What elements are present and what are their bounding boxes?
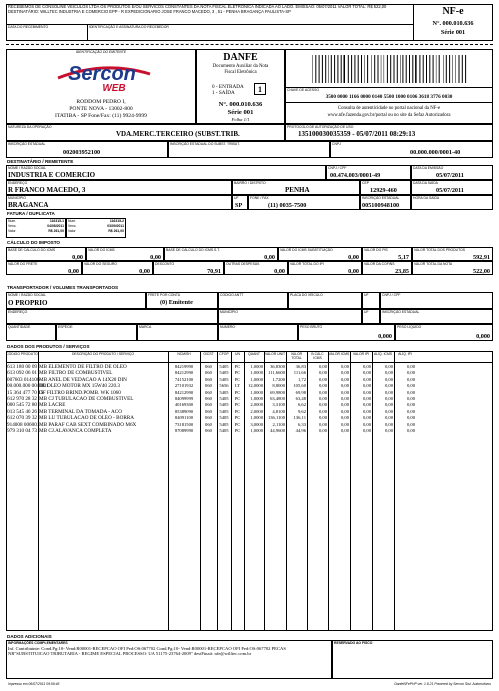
cnpj-value: 00.000.000/0001-40 <box>410 149 461 156</box>
dest-cep-label: CEP <box>362 181 369 185</box>
row1-value-0: 0,00 <box>72 253 83 261</box>
table-cell: 060 <box>205 415 212 421</box>
dest-fone: (11) 0035-7500 <box>268 202 307 209</box>
adicionais-section: DADOS ADICIONAIS <box>7 634 52 639</box>
col-header-3: O/CST <box>203 352 214 356</box>
table-cell: MB TERMINAL DA TOMADA - ACO <box>39 408 122 415</box>
table-cell: 0,00 <box>362 383 371 389</box>
transp-pbruto-label: PESO BRUTO <box>300 325 323 329</box>
table-cell: 1,0000 <box>250 396 263 401</box>
table-cell: 0,00 <box>340 364 349 369</box>
table-cell: 44,96 <box>295 428 306 433</box>
transp-antt-label: CÓDIGO ANTT <box>220 293 244 297</box>
table-cell: 3,3100 <box>272 402 285 408</box>
table-cell: 0,00 <box>406 396 415 401</box>
table-cell: 2,0000 <box>250 402 263 408</box>
destinatario-section: DESTINATÁRIO / REMETENTE <box>7 159 74 164</box>
table-cell: 0,00 <box>318 408 327 414</box>
table-cell: 5405 <box>219 415 229 421</box>
table-cell: 1,0000 <box>250 364 263 369</box>
table-cell: 3,0000 <box>250 421 263 427</box>
row1-value-4: 5,17 <box>398 253 409 261</box>
table-cell: MB ELEMENTO DE FILTRO DE OLEO <box>39 364 127 370</box>
row1-label-5: VALOR TOTAL DOS PRODUTOS <box>414 248 465 252</box>
transp-frete-label: FRETE POR CONTA <box>148 293 180 297</box>
table-cell: 0,00 <box>362 396 371 401</box>
table-cell: 15 364 477 70 15 <box>7 389 44 396</box>
table-cell: 0,00 <box>384 402 393 408</box>
table-cell: 0,00 <box>406 389 415 395</box>
barcode <box>310 55 470 83</box>
dest-municipio-label: MUNICÍPIO <box>8 196 26 200</box>
table-cell: 0,00 <box>318 376 327 382</box>
table-cell: 060 <box>205 383 212 389</box>
dest-uf: SP <box>235 202 243 209</box>
table-cell: 40169300 <box>174 402 194 408</box>
table-cell: 6,33 <box>297 421 306 427</box>
table-cell: 5405 <box>219 402 229 408</box>
table-cell: 1,0000 <box>250 415 263 421</box>
table-cell: 0,00 <box>406 415 415 421</box>
table-cell: 0,00 <box>340 402 349 408</box>
dest-cep: 12929-460 <box>370 187 397 194</box>
dup2-valor-label: Valor <box>68 229 76 233</box>
danfe-title: DANFE <box>223 52 258 63</box>
table-cell: 0,00 <box>362 415 371 421</box>
col-header-5: UN <box>235 352 240 356</box>
table-cell: PC <box>234 402 241 408</box>
table-cell: PC <box>234 370 241 376</box>
cnpj-label: CNPJ <box>332 142 341 146</box>
table-cell: 111,66 <box>293 370 306 376</box>
table-cell: 5405 <box>219 396 229 401</box>
table-cell: 0,00 <box>318 383 327 389</box>
table-cell: 060 <box>205 402 212 408</box>
table-cell: 0,00 <box>340 396 349 401</box>
transp-nome: O PROPRIO <box>8 299 48 307</box>
table-cell: 111,6600 <box>268 370 285 376</box>
table-cell: 0,00 <box>384 421 393 427</box>
table-cell: 0,00 <box>406 421 415 427</box>
table-cell: 4,8100 <box>272 408 285 414</box>
table-cell: 060 <box>205 376 212 382</box>
row1-label-3: VALOR DO ICMS SUBSTITUIÇÃO <box>280 248 333 252</box>
transp-numero-label: NÚMERO <box>220 325 236 329</box>
dest-endereco: R FRANCO MACEDO, 3 <box>8 186 86 194</box>
transp-nome-label: NOME / RAZÃO SOCIAL <box>8 293 47 297</box>
table-cell: 1,0000 <box>250 428 263 433</box>
table-cell: 0,00 <box>318 370 327 376</box>
dup2-num-label: Num. <box>68 219 77 223</box>
row1-value-3: 0,00 <box>348 253 359 261</box>
dup2-venc: 03/09/2011 <box>107 224 124 228</box>
table-cell: 060 <box>205 408 212 414</box>
table-cell: 9,62 <box>297 408 306 414</box>
table-cell: 1,0000 <box>250 389 263 395</box>
table-cell: 1,0000 <box>250 376 263 382</box>
table-cell: 00.000.000 00/0001 <box>7 383 49 390</box>
table-cell: 87089990 <box>174 428 194 433</box>
emitente-endereco: PONTE NOVA - 13002-800 <box>69 106 133 112</box>
table-cell: 0,00 <box>384 370 393 376</box>
table-cell: 613 092 06 01 <box>7 370 37 377</box>
chave-label: CHAVE DE ACESSO <box>287 88 319 92</box>
danfe-tipo: 1 <box>254 83 266 95</box>
table-cell: 613 180 00 09 <box>7 364 37 370</box>
canhoto-text: RECEBEMOS DE CONSOLINE VEICULOS LTDA OS PRODUTOS E/OU SERVICOS CONSTANTES DA NOTA FISCAL ELETRÔNICA INDICADA AO LADO. EMISSÃO: 05/07/2011 VALOR TOTAL: R$ 522,00 DESTINATÁRIO: WILLTEC INDUSTRIA E COMERCIO EPP - R EXPEDICIONARIO JOSE FRANCO MACEDO, 3 , 51 - PENHA BRAGANÇA PAULISTA-SP <box>8 4 387 14</box>
table-cell: 5405 <box>219 364 229 369</box>
table-cell: 1,72 <box>297 376 306 382</box>
table-cell: OF FILTRO BRIND.POMB. WK 1060 <box>39 389 121 396</box>
table-cell: 060 <box>205 396 212 401</box>
table-cell: 1,7200 <box>272 376 285 382</box>
row2-label-6: VALOR TOTAL DA NOTA <box>414 262 453 266</box>
table-cell: 0,00 <box>406 408 415 414</box>
table-cell: 0,00 <box>384 408 393 414</box>
table-cell: 12,0000 <box>248 383 263 389</box>
table-cell: 0,00 <box>384 415 393 421</box>
dup1-valor-label: Valor <box>8 229 16 233</box>
transp-uf2-label: UF <box>364 310 369 314</box>
table-cell: 612 970 28 32 <box>7 396 37 402</box>
table-cell: PC <box>234 428 241 433</box>
dup2-valor: R$ 261,00 <box>108 229 124 233</box>
table-cell: 5405 <box>219 376 229 382</box>
table-cell: 0,00 <box>362 408 371 414</box>
row1-label-1: VALOR DO ICMS <box>88 248 115 252</box>
table-cell: 060 <box>205 421 212 427</box>
row1-label-2: BASE DE CÁLCULO DO ICMS S.T. <box>166 248 220 252</box>
table-cell: 0,00 <box>406 428 415 433</box>
protocolo-label: PROTOCOLO DE AUTORIZAÇÃO DE USO <box>287 125 354 129</box>
table-cell: 000 545 72 80 <box>7 402 37 409</box>
table-cell: 84219990 <box>174 364 194 369</box>
table-cell: 0,00 <box>340 370 349 376</box>
table-cell: 0,00 <box>362 370 371 376</box>
dest-saida-label: DATA DA SAÍDA <box>413 181 438 185</box>
col-header-12: ALÍQ. ICMS <box>373 352 393 356</box>
col-header-9: B.CÁLC ICMS <box>311 352 324 360</box>
danfe-serie: Série 001 <box>227 109 254 116</box>
table-cell: 0,00 <box>362 428 371 433</box>
table-cell: 0,00 <box>362 421 371 427</box>
table-cell: 612 070 39 32 <box>7 415 37 422</box>
table-cell: 5405 <box>219 428 229 433</box>
iest-label: INSCRIÇÃO ESTADUAL DO SUBST. TRIBUT. <box>170 142 240 146</box>
dest-hora-label: HORA DA SAÍDA <box>413 196 440 200</box>
svg-text:Sercon: Sercon <box>68 63 136 85</box>
row1-value-1: 0,00 <box>150 253 161 261</box>
table-cell: 0,00 <box>384 364 393 369</box>
table-cell: 0,00 <box>318 415 327 421</box>
transp-pliq-label: PESO LÍQUIDO <box>397 325 422 329</box>
dest-cnpj-label: CNPJ / CPF <box>328 166 347 170</box>
canhoto-nfe: NF-e <box>442 6 464 17</box>
transp-cnpj-label: CNPJ / CPF <box>382 293 401 297</box>
chave-value: 3500 0000 1166 0000 0140 5500 1000 0106 3618 3776 0030 <box>325 94 453 100</box>
table-cell: 0,00 <box>340 383 349 389</box>
table-cell: 84091100 <box>174 415 194 421</box>
dup1-venc: 04/08/2011 <box>47 224 64 228</box>
dest-ie: 005100948100 <box>362 202 400 209</box>
table-cell: 2,1100 <box>272 421 285 427</box>
table-cell: 6,62 <box>297 402 306 408</box>
dup2-num: 116315-2 <box>109 219 124 223</box>
table-cell: 060 <box>205 370 212 376</box>
table-cell: 5405 <box>219 389 229 395</box>
row1-label-4: VALOR DO PIS <box>364 248 388 252</box>
table-cell: 0,00 <box>340 408 349 414</box>
table-cell: MB PARAF CAB SEXT COMBINADO M6X <box>39 421 137 428</box>
dest-emissao-label: DATA DA EMISSÃO <box>413 166 444 170</box>
row2-label-4: VALOR TOTAL DO IPI <box>290 262 324 266</box>
table-cell: 73181500 <box>174 421 194 427</box>
dest-bairro-label: BAIRRO / DISTRITO <box>234 181 266 185</box>
natureza-label: NATUREZA DA OPERAÇÃO <box>8 125 52 129</box>
dup1-venc-label: Venc. <box>8 224 17 228</box>
transp-especie-label: ESPÉCIE <box>58 325 73 329</box>
transp-uf-label: UF <box>364 293 369 297</box>
table-cell: 013 545 46 26 <box>7 408 37 415</box>
table-cell: 0,00 <box>362 364 371 369</box>
chave-consulta2: www.nfe.fazenda.gov.br/portal ou no site da Sefaz Autorizadora <box>327 113 451 118</box>
table-cell: PC <box>234 396 241 401</box>
table-cell: 0,00 <box>384 376 393 382</box>
table-cell: LT <box>234 383 241 389</box>
table-cell: MB LU TUBULACAO DE OLEO - BORRA <box>39 415 135 422</box>
table-cell: PC <box>234 364 241 369</box>
danfe-entrada: 0 - ENTRADA <box>212 84 244 90</box>
danfe-saida: 1 - SAÍDA <box>212 90 235 96</box>
table-cell: 0,00 <box>384 396 393 401</box>
info-text: Inf. Contribuinte: Cond.Pg:10- Vend:R00001-RECEPCAO OFI Ped:OS:067702 Cond.Pg:10- Vend:R00001-RECEPCAO OFI Ped:OS:067702 PECAS NR"SUBSTITUICAO TRIBUTARIA - REGIME ESPECIAL PROCESSO: UA 51175-23764-2009" destFinaii: nfe@willtec.com.br <box>8 646 286 657</box>
table-cell: 2,0000 <box>250 408 263 414</box>
protocolo-value: 135100030035359 - 05/07/2011 08:29:13 <box>298 130 416 138</box>
table-cell: 0,00 <box>362 389 371 395</box>
row2-label-2: DESCONTO <box>155 262 175 266</box>
table-cell: 105,60 <box>293 383 306 389</box>
row2-value-2: 70,91 <box>207 267 221 275</box>
table-cell: 0,00 <box>384 383 393 389</box>
table-cell: 0,00 <box>362 402 371 408</box>
table-cell: 979 310 04 73 <box>7 428 37 434</box>
dest-endereco-label: ENDEREÇO <box>8 181 28 185</box>
table-cell: 8,8000 <box>272 383 285 389</box>
table-cell: 0,00 <box>406 376 415 382</box>
table-cell: 0,00 <box>318 428 327 433</box>
dup2-venc-label: Venc. <box>68 224 77 228</box>
company-logo <box>52 58 156 94</box>
table-cell: 060 <box>205 389 212 395</box>
fisco-label: RESERVADO AO FISCO <box>334 641 373 645</box>
col-header-10: VALOR ICMS <box>328 352 350 356</box>
table-cell: 0,00 <box>340 421 349 427</box>
transp-qtd-label: QUANTIDADE <box>8 325 31 329</box>
table-cell: 5405 <box>219 370 229 376</box>
table-cell: 85389090 <box>174 408 194 414</box>
info-label: INFORMAÇÕES COMPLEMENTARES <box>8 641 68 645</box>
dest-saida: 05/07/2011 <box>436 187 464 194</box>
dup1-valor: R$ 261,00 <box>48 229 64 233</box>
table-cell: 007603 014106 <box>7 376 40 383</box>
table-cell: 0,00 <box>406 383 415 389</box>
table-cell: 0,00 <box>384 389 393 395</box>
table-cell: 27101932 <box>174 383 194 389</box>
transp-endereco-label: ENDEREÇO <box>8 310 28 314</box>
row2-label-0: VALOR DO FRETE <box>8 262 38 266</box>
table-cell: MB ANEL DE VEDACAO A 14X20 DIN <box>39 376 127 383</box>
table-cell: 0,00 <box>318 396 327 401</box>
dest-cnpj: 00.474.003/0001-49 <box>330 172 381 179</box>
row2-label-3: OUTRAS DESPESAS <box>226 262 260 266</box>
produtos-section: DADOS DOS PRODUTOS / SERVIÇOS <box>7 344 90 349</box>
danfe-sub1: Documento Auxiliar da Nota <box>212 64 269 69</box>
canhoto-numero: N°. 000.010.636 <box>432 20 474 27</box>
table-cell: 0,00 <box>340 389 349 395</box>
table-cell: 69,98 <box>295 389 306 395</box>
table-cell: 36,8300 <box>270 364 285 369</box>
table-cell: 136,11 <box>293 415 306 421</box>
emitente-cidade: ITATIBA - SP Fone/Fax: (11) 9924-9999 <box>55 113 147 119</box>
table-cell: 0,00 <box>406 364 415 369</box>
table-cell: 0,00 <box>340 415 349 421</box>
dest-municipio: BRAGANCA <box>8 201 49 209</box>
danfe-sub2: Fiscal Eletrônica <box>224 70 257 75</box>
table-cell: 0,00 <box>340 428 349 433</box>
table-cell: 63,4800 <box>270 396 285 401</box>
table-cell: 69,9800 <box>270 389 285 395</box>
table-cell: 74152100 <box>174 376 194 382</box>
table-cell: 0,00 <box>406 370 415 376</box>
table-cell: 84099999 <box>174 396 194 401</box>
dest-uf-label: UF <box>234 196 239 200</box>
table-cell: 0,00 <box>318 364 327 369</box>
table-cell: 0,00 <box>406 402 415 408</box>
transp-pbruto: 0,000 <box>378 333 392 340</box>
table-cell: 060 <box>205 364 212 369</box>
canhoto-serie: Série 001 <box>440 29 466 36</box>
table-cell: 0,00 <box>318 389 327 395</box>
table-cell: 36,83 <box>295 364 306 369</box>
table-cell: MB CJ.ALAVANCA COMPLETA <box>39 428 112 434</box>
col-header-6: QUANT <box>248 352 260 356</box>
data-recebimento-label: DATA DO RECEBIMENTO <box>8 25 49 29</box>
table-cell: 5405 <box>219 421 229 427</box>
table-cell: 060 <box>205 428 212 433</box>
table-cell: MB FILTRO DE COMBUSTIVEL <box>39 370 113 377</box>
table-cell: 914008 006001 <box>7 421 40 428</box>
row2-value-5: 23,85 <box>395 267 409 275</box>
footer-software: DanfeNFePHP ver. 1.8.21 Powered by Sercon Sist. Automotivos <box>394 682 491 686</box>
transp-placa-label: PLACA DO VEÍCULO <box>290 293 323 297</box>
table-cell: 1,0000 <box>250 370 263 376</box>
col-header-4: CFOP <box>219 352 229 356</box>
identificacao-recebedor-label: IDENTIFICAÇÃO E ASSINATURA DO RECEBEDOR <box>89 25 169 29</box>
dup1-num-label: Num. <box>8 219 17 223</box>
col-header-7: VALOR UNIT <box>264 352 286 356</box>
imposto-section: CÁLCULO DO IMPOSTO <box>7 240 60 245</box>
emitente-nome: RODDOM PEDRO I, <box>76 99 126 105</box>
table-cell: OL OLEO MOTOR MX 15W40 220.3 <box>39 383 120 390</box>
natureza-value: VDA.MERC.TERCEIRO (SUBST.TRIB. <box>116 130 240 138</box>
dest-fone-label: FONE / FAX <box>250 196 269 200</box>
table-cell: 0,00 <box>384 428 393 433</box>
footer-printed: Impresso em 06/07/2011 09:59:46 <box>8 682 60 686</box>
table-cell: 63,48 <box>295 396 306 401</box>
transp-municipio-label: MUNICÍPIO <box>220 310 238 314</box>
table-cell: 84212990 <box>174 370 194 376</box>
row2-label-1: VALOR DO SEGURO <box>84 262 117 266</box>
table-cell: PC <box>234 408 241 414</box>
transportador-section: TRANSPORTADOR / VOLUMES TRANSPORTADOS <box>7 285 119 290</box>
dest-ie-label: INSCRIÇÃO ESTADUAL <box>362 196 400 200</box>
table-cell: PC <box>234 376 241 382</box>
dest-bairro: PENHA <box>285 186 310 194</box>
danfe-numero: N°. 000.010.636 <box>218 101 263 108</box>
dup1-num: 116315-1 <box>49 219 64 223</box>
col-header-2: NCM/SH <box>177 352 191 356</box>
col-header-11: VALOR IPI <box>352 352 370 356</box>
fatura-section: FATURA / DUPLICATA <box>7 211 55 216</box>
transp-frete: (0) Emitente <box>160 299 193 306</box>
dest-emissao: 05/07/2011 <box>436 172 464 179</box>
svg-text:WEB: WEB <box>102 83 126 94</box>
row2-value-1: 0,00 <box>139 267 150 275</box>
row1-value-2: 0,00 <box>264 253 275 261</box>
dest-nome: INDUSTRIA E COMERCIO <box>8 171 96 179</box>
table-cell: PC <box>234 389 241 395</box>
cut-line <box>6 44 493 45</box>
table-cell: 5405 <box>219 408 229 414</box>
row2-value-0: 0,00 <box>68 267 79 275</box>
table-cell: 0,00 <box>318 421 327 427</box>
table-cell: 5656 <box>219 383 229 389</box>
table-cell: 44,9600 <box>270 428 285 433</box>
col-header-1: DESCRIÇÃO DO PRODUTO / SERVIÇO <box>71 352 135 356</box>
table-cell: 0,00 <box>318 402 327 408</box>
transp-marca-label: MARCA <box>139 325 152 329</box>
chave-consulta1: Consulta de autenticidade no portal nacional da NF-e <box>337 106 441 111</box>
row2-value-3: 0,00 <box>274 267 285 275</box>
dest-nome-label: NOME / RAZÃO SOCIAL <box>8 166 47 170</box>
table-cell: 136,1100 <box>267 415 285 421</box>
table-cell: 0,00 <box>362 376 371 382</box>
table-cell: PC <box>234 421 241 427</box>
emitente-label: IDENTIFICAÇÃO DO EMITENTE <box>75 50 127 54</box>
col-header-13: ALÍQ. IPI <box>398 352 412 356</box>
transp-ie-label: INSCRIÇÃO ESTADUAL <box>382 310 420 314</box>
transp-pliq: 0,000 <box>476 333 490 340</box>
row2-value-4: 0,00 <box>348 267 359 275</box>
table-cell: MB CJ TUBULACAO DE COMBUSTIVEL <box>39 396 134 402</box>
ie-label: INSCRIÇÃO ESTADUAL <box>8 142 46 146</box>
row2-value-6: 522,00 <box>472 267 490 275</box>
table-cell: 0,00 <box>340 376 349 382</box>
ie-value: 002003952100 <box>63 149 101 156</box>
row1-label-0: BASE DE CÁLCULO DO ICMS <box>8 248 56 252</box>
table-cell: 84212990 <box>174 389 194 395</box>
col-header-0: CÓDIGO PRODUTO <box>6 352 38 356</box>
table-cell: MB LACRE <box>39 402 66 409</box>
danfe-folha: Folha 1/1 <box>231 117 250 122</box>
col-header-8: VALOR TOTAL <box>290 352 303 360</box>
row2-label-5: VALOR DA COFINS <box>364 262 395 266</box>
row1-value-5: 592,91 <box>472 253 490 261</box>
table-cell: PC <box>234 415 241 421</box>
